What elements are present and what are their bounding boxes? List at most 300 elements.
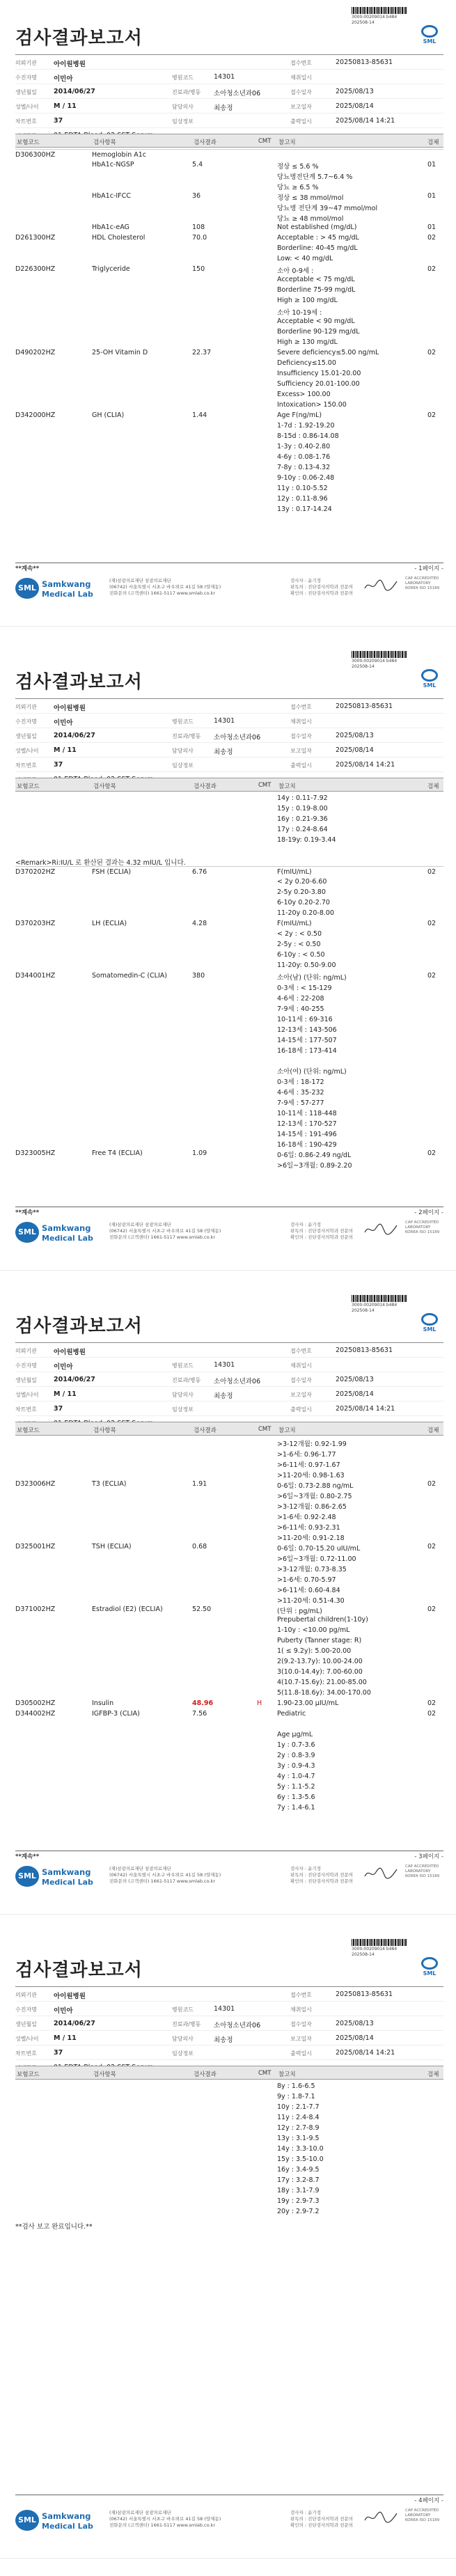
table-row xyxy=(15,1750,443,1761)
table-row xyxy=(15,191,443,201)
address-line: (06742) 서울특별시 서초구 바우뫼로 41길 58 (양재동) xyxy=(109,2516,221,2522)
reference-range: 14y : 0.11-7.92 xyxy=(277,794,328,802)
info-value: 소아청소년과06 xyxy=(214,1378,261,1385)
table-row xyxy=(15,971,443,981)
staff-line: 판독의 : 진단검사의학과 전문의 xyxy=(290,1228,354,1234)
info-label: 출력일시 xyxy=(290,762,312,769)
table-row xyxy=(15,2112,443,2123)
column-header-result: 검사결과 xyxy=(194,783,217,790)
specimen-code: 02 xyxy=(427,972,437,980)
table-row xyxy=(15,253,443,264)
info-row xyxy=(15,1401,443,1416)
samkwang-logo xyxy=(15,1220,99,1246)
caption-line: CAP ACCREDITED LABORATORY xyxy=(405,1864,439,1874)
info-row xyxy=(15,2016,443,2031)
reference-range: 12-13세 : 170-527 xyxy=(277,1120,337,1128)
reference-range: 당뇨병 전단계 39~47 mmol/mol xyxy=(277,205,378,212)
info-label: 수진자명 xyxy=(15,1362,37,1369)
reference-range: 10-11세 : 69-316 xyxy=(277,1016,333,1023)
barcode-text xyxy=(352,15,397,26)
reference-range: 6-10y : < 0.50 xyxy=(277,951,325,959)
info-label: 차트번호 xyxy=(15,2050,37,2057)
info-value: 37 xyxy=(54,1405,63,1413)
staff-line: 판독의 : 진단검사의학과 전문의 xyxy=(290,584,354,590)
table-row xyxy=(15,159,443,170)
reference-range: 20y : 2.9-7.2 xyxy=(277,2208,320,2215)
reference-range: 14y : 3.3-10.0 xyxy=(277,2145,324,2153)
info-value: 2025/08/14 14:21 xyxy=(336,2049,395,2057)
info-value: 2025/08/14 14:21 xyxy=(336,761,395,769)
test-code: D344001HZ xyxy=(15,972,56,980)
info-label: 성별/나이 xyxy=(15,748,39,754)
table-row xyxy=(15,1729,443,1740)
table-row xyxy=(15,866,443,877)
caption-line: CAP ACCREDITED LABORATORY xyxy=(405,2508,439,2518)
continued-label: **계속** xyxy=(15,565,40,572)
info-value: 2025/08/14 14:21 xyxy=(336,117,395,125)
info-label: 수진자명 xyxy=(15,718,37,725)
barcode xyxy=(352,651,407,658)
column-header-name: 검사항목 xyxy=(93,2071,116,2078)
info-value: 37 xyxy=(54,761,63,769)
page-number: - 1페이지 - xyxy=(414,565,443,572)
address-line: 전화문의 (고객센터) 1661-5117 www.smlab.co.kr xyxy=(109,2522,215,2528)
table-row xyxy=(15,1656,443,1667)
table-row xyxy=(15,1106,443,1117)
staff-line: 검사자 : 윤기정 xyxy=(290,1866,321,1871)
reference-range: 13y : 3.1-9.5 xyxy=(277,2135,320,2142)
info-label: 담당의사 xyxy=(172,1392,194,1398)
lab-address xyxy=(109,1222,249,1241)
table-header xyxy=(15,134,443,148)
column-header-code: 보험코드 xyxy=(17,1427,40,1434)
patient-info xyxy=(15,54,443,143)
caption-line: KOREA ISO 15189 xyxy=(405,1230,440,1234)
info-value: 14301 xyxy=(214,73,235,81)
reference-range: High ≥ 100 mg/dL xyxy=(277,297,338,304)
info-value: 2014/06/27 xyxy=(54,1376,95,1383)
table-row xyxy=(15,2133,443,2144)
reference-range: 9y : 1.8-7.1 xyxy=(277,2093,315,2100)
reference-range: High ≥ 130 mg/dL xyxy=(277,338,338,346)
reference-range: 18-19y: 0.19-3.44 xyxy=(277,836,336,844)
table-row xyxy=(15,285,443,295)
reference-range: 4y : 1.0-4.7 xyxy=(277,1773,315,1780)
reference-range: Intoxication> 150.00 xyxy=(277,401,347,409)
lab-address xyxy=(109,2510,249,2529)
table-row xyxy=(15,1792,443,1803)
table-row xyxy=(15,149,443,159)
barcode xyxy=(352,7,407,14)
info-value: 37 xyxy=(54,117,63,125)
logo-ring-icon xyxy=(421,669,438,682)
info-row xyxy=(15,728,443,743)
page-title: 검사결과보고서 xyxy=(15,28,143,49)
specimen-code: 02 xyxy=(427,920,437,927)
reference-range: 6-10y 0.20-2.70 xyxy=(277,899,330,906)
table-row xyxy=(15,1437,443,1447)
test-code: D490202HZ xyxy=(15,349,56,356)
reference-range: Borderline 90-129 mg/dL xyxy=(277,328,360,336)
table-row xyxy=(15,1033,443,1044)
table-row xyxy=(15,180,443,191)
info-label: 보고일자 xyxy=(290,1392,312,1398)
reference-range: 소아(여) (단위: ng/mL) xyxy=(277,1068,347,1076)
info-value: 2025/08/14 xyxy=(336,746,374,754)
info-label: 진료과/병동 xyxy=(172,733,201,739)
reference-range: 소아(남) (단위: ng/mL) xyxy=(277,974,347,982)
table-row xyxy=(15,316,443,327)
info-value: 2025/08/14 xyxy=(336,2034,374,2042)
specimen-code: 01 xyxy=(427,223,437,231)
test-name: TSH (ECLIA) xyxy=(92,1543,132,1550)
reference-range: F(mIU/mL) xyxy=(277,868,312,876)
address-line: 전화문의 (고객센터) 1661-5117 www.smlab.co.kr xyxy=(109,1234,215,1240)
table-row xyxy=(15,1012,443,1023)
info-label: 채취일시 xyxy=(290,718,312,725)
table-row xyxy=(15,1573,443,1583)
info-label: 의뢰기관 xyxy=(15,60,37,66)
barcode xyxy=(352,1295,407,1302)
table-header xyxy=(15,1422,443,1436)
info-value: M / 11 xyxy=(54,1390,77,1398)
table-row xyxy=(15,1489,443,1500)
column-header-unit: 검체 xyxy=(427,783,439,790)
reference-range: Borderline 75-99 mg/dL xyxy=(277,286,356,294)
logo-ball-icon xyxy=(15,1222,39,1243)
reference-range: 16y : 3.4-9.5 xyxy=(277,2166,320,2174)
table-row xyxy=(15,856,443,866)
reference-range: Excess> 100.00 xyxy=(277,391,331,398)
info-value: 2025/08/14 14:21 xyxy=(336,1405,395,1413)
table-row xyxy=(15,1771,443,1782)
results-table xyxy=(15,149,443,515)
barcode-line: 202508-14 xyxy=(352,20,375,25)
reference-range: 0-6일: 0.73-2.88 ng/mL xyxy=(277,1482,354,1490)
sml-logo xyxy=(416,1313,443,1334)
reference-range: 소아 10-19세 : xyxy=(277,309,322,317)
reference-range: Borderline: 40-45 mg/dL xyxy=(277,244,358,252)
info-label: 임상정보 xyxy=(172,118,194,125)
reference-range: Acceptable < 75 mg/dL xyxy=(277,276,355,283)
staff-line: 판독의 : 진단검사의학과 전문의 xyxy=(290,1872,354,1878)
table-row xyxy=(15,2196,443,2206)
test-name: LH (ECLIA) xyxy=(92,920,127,927)
address-line: (06742) 서울특별시 서초구 바우뫼로 41길 58 (양재동) xyxy=(109,1872,221,1878)
info-label: 병원코드 xyxy=(172,718,194,725)
test-result: 22.37 xyxy=(192,349,212,356)
logo-ball-icon xyxy=(15,1866,39,1887)
info-value: 아이원병원 xyxy=(54,1993,86,2000)
info-value: 최송정 xyxy=(214,748,233,756)
info-label: 생년월일 xyxy=(15,2021,37,2027)
reference-range: 8-15d : 0.86-14.08 xyxy=(277,432,339,440)
reference-range: Acceptable : > 45 mg/dL xyxy=(277,234,359,242)
info-row xyxy=(15,2045,443,2060)
reference-range: >1-6세: 0.96-1.77 xyxy=(277,1451,336,1459)
reference-range: Age F(ng/mL) xyxy=(277,411,322,419)
info-value: 이민아 xyxy=(54,75,73,83)
info-row xyxy=(15,70,443,84)
logo-ball-text: SML xyxy=(18,583,36,592)
reference-range: 6y : 1.3-5.6 xyxy=(277,1793,315,1801)
info-row xyxy=(15,1372,443,1387)
page-number: - 4페이지 - xyxy=(414,2497,443,2504)
table-row xyxy=(15,306,443,316)
reference-range: Deficiency≤15.00 xyxy=(277,359,336,367)
table-row xyxy=(15,1604,443,1615)
reference-range: 12y : 0.11-8.96 xyxy=(277,495,328,503)
info-row xyxy=(15,2002,443,2016)
info-label: 차트번호 xyxy=(15,762,37,769)
info-label: 보고일자 xyxy=(290,748,312,754)
table-row xyxy=(15,264,443,274)
test-result: 0.68 xyxy=(192,1543,207,1550)
table-row xyxy=(15,494,443,504)
reference-range: 17y : 0.24-8.64 xyxy=(277,826,328,833)
test-result: 5.4 xyxy=(192,161,203,168)
table-row xyxy=(15,1500,443,1510)
info-row xyxy=(15,84,443,99)
reference-range: >3-12개월: 0.73-8.35 xyxy=(277,1566,347,1573)
reference-range: 4-6y : 0.08-1.76 xyxy=(277,453,331,461)
table-row xyxy=(15,483,443,494)
column-header-ref: 참고치 xyxy=(278,139,296,146)
table-row xyxy=(15,929,443,939)
reference-range: 2-5y 0.20-3.80 xyxy=(277,888,326,896)
info-label: 성별/나이 xyxy=(15,1392,39,1398)
table-row xyxy=(15,233,443,243)
logo-ring-icon xyxy=(421,1957,438,1970)
address-line: (재)삼광의료재단 삼광의료재단 xyxy=(109,1866,171,1871)
reference-range: 0-6일: 0.70-15.20 uIU/mL xyxy=(277,1545,361,1553)
info-label: 수진자명 xyxy=(15,74,37,81)
reference-range: 1y : 0.7-3.6 xyxy=(277,1741,315,1749)
continued-label: **계속** xyxy=(15,1209,40,1216)
info-value: 소아청소년과06 xyxy=(214,734,261,741)
info-label: 병원코드 xyxy=(172,74,194,81)
table-row xyxy=(15,421,443,431)
column-header-unit: 검체 xyxy=(427,139,439,146)
table-row xyxy=(15,1138,443,1148)
info-label: 접수번호 xyxy=(290,1992,312,1998)
test-name: HDL Cholesterol xyxy=(92,234,146,242)
info-row xyxy=(15,55,443,70)
table-row xyxy=(15,1803,443,1813)
table-header xyxy=(15,778,443,792)
reference-range: >3-12개월: 0.92-1.99 xyxy=(277,1440,347,1448)
reference-range: 1( ≤ 9.2y): 5.00-20.00 xyxy=(277,1647,352,1655)
barcode-line: 202508-14 xyxy=(352,664,375,669)
info-label: 보고일자 xyxy=(290,2036,312,2042)
logo-ball-text: SML xyxy=(18,1227,36,1236)
table-row xyxy=(15,845,443,856)
reference-range: >6-11세: 0.97-1.67 xyxy=(277,1461,340,1469)
accreditation-caption xyxy=(405,1864,446,1879)
reference-range: 3y : 0.9-4.3 xyxy=(277,1762,315,1770)
info-row xyxy=(15,99,443,113)
reference-range: Sufficiency 20.01-100.00 xyxy=(277,380,360,388)
info-row xyxy=(15,1387,443,1401)
specimen-code: 02 xyxy=(427,411,437,419)
specimen-code: 02 xyxy=(427,1710,437,1718)
info-value: 2014/06/27 xyxy=(54,732,95,739)
reference-range: 9-10y : 0.06-2.48 xyxy=(277,474,335,482)
info-value: 소아청소년과06 xyxy=(214,90,261,97)
report-page xyxy=(0,1288,456,1915)
column-header-code: 보험코드 xyxy=(17,783,40,790)
lab-staff xyxy=(290,1222,353,1241)
continued-label: **계속** xyxy=(15,1853,40,1860)
column-header-code: 보험코드 xyxy=(17,139,40,146)
table-row xyxy=(15,1002,443,1012)
table-row xyxy=(15,908,443,918)
reference-range: 12-13세 : 143-506 xyxy=(277,1026,337,1034)
table-row xyxy=(15,441,443,452)
table-row xyxy=(15,337,443,347)
reference-range: Pediatric xyxy=(277,1710,306,1718)
table-row xyxy=(15,2102,443,2112)
test-code: D323006HZ xyxy=(15,1480,56,1488)
reference-range: >6일~3개월: 0.89-2.20 xyxy=(277,1162,352,1170)
info-label: 생년월일 xyxy=(15,733,37,739)
reference-range: 16-18세 : 173-414 xyxy=(277,1047,337,1055)
info-label: 담당의사 xyxy=(172,748,194,754)
brand-subname: Medical Lab xyxy=(42,1234,93,1243)
info-label: 채취일시 xyxy=(290,74,312,81)
test-result: 1.44 xyxy=(192,411,207,419)
reference-range: F(mIU/mL) xyxy=(277,920,312,927)
info-label: 접수번호 xyxy=(290,1348,312,1354)
table-row xyxy=(15,1510,443,1521)
table-row xyxy=(15,1667,443,1677)
test-code: D370203HZ xyxy=(15,920,56,927)
table-row xyxy=(15,1625,443,1635)
test-name: HbA1c-NGSP xyxy=(92,161,134,168)
column-header-name: 검사항목 xyxy=(93,1427,116,1434)
info-value: 2025/08/14 xyxy=(336,1390,374,1398)
table-row xyxy=(15,201,443,212)
column-header-flag: CMT xyxy=(258,782,272,789)
reference-range: >11-20세: 0.51-4.30 xyxy=(277,1597,345,1605)
specimen-code: 02 xyxy=(427,1543,437,1550)
reference-range: Acceptable < 90 mg/dL xyxy=(277,317,355,325)
test-name: HbA1c-eAG xyxy=(92,223,129,231)
test-name: Estradiol (E2) (ECLIA) xyxy=(92,1605,163,1613)
logo-ring-icon xyxy=(421,1313,438,1326)
info-label: 생년월일 xyxy=(15,1377,37,1383)
table-row xyxy=(15,991,443,1002)
reference-range: 14-15세 : 177-507 xyxy=(277,1037,337,1044)
info-label: 병원코드 xyxy=(172,1362,194,1369)
reference-range: 0-3세 : 18-172 xyxy=(277,1078,324,1086)
table-row xyxy=(15,389,443,400)
table-row xyxy=(15,2206,443,2217)
table-row xyxy=(15,950,443,960)
reference-range: 7-9세 : 57-277 xyxy=(277,1099,324,1107)
table-row xyxy=(15,2185,443,2196)
logo-text: SML xyxy=(423,38,437,45)
signature-icon xyxy=(363,577,398,592)
info-value: 2025/08/13 xyxy=(336,2020,374,2027)
brand-subname: Medical Lab xyxy=(42,1878,93,1887)
info-label: 접수번호 xyxy=(290,60,312,66)
reference-range: 11y : 2.4-8.4 xyxy=(277,2114,320,2121)
info-row xyxy=(15,757,443,772)
info-value: 소아청소년과06 xyxy=(214,2022,261,2029)
staff-line: 확인의 : 진단검사의학과 전문의 xyxy=(290,1878,354,1884)
test-result: 48.96 xyxy=(192,1699,214,1707)
reference-range: 18y : 3.1-7.9 xyxy=(277,2187,320,2194)
info-label: 성별/나이 xyxy=(15,104,39,110)
info-label: 차트번호 xyxy=(15,118,37,125)
test-name: Free T4 (ECLIA) xyxy=(92,1149,143,1157)
column-header-ref: 참고치 xyxy=(278,1427,296,1434)
staff-line: 확인의 : 진단검사의학과 전문의 xyxy=(290,590,354,596)
test-result: 6.76 xyxy=(192,868,207,876)
table-row xyxy=(15,2091,443,2102)
info-value: 아이원병원 xyxy=(54,1349,86,1356)
info-row xyxy=(15,1358,443,1372)
logo-ball-icon xyxy=(15,2510,39,2531)
reference-range: < 2y 0.20-6.60 xyxy=(277,878,327,886)
address-line: 전화문의 (고객센터) 1661-5117 www.smlab.co.kr xyxy=(109,590,215,596)
info-label: 임상정보 xyxy=(172,1406,194,1413)
info-label: 의뢰기관 xyxy=(15,704,37,710)
address-line: (06742) 서울특별시 서초구 바우뫼로 41길 58 (양재동) xyxy=(109,1228,221,1234)
reference-range: 5(11.8-18.6y): 34.00-170.00 xyxy=(277,1689,371,1697)
reference-range: Low: < 40 mg/dL xyxy=(277,255,333,262)
reference-range: >6-11세: 0.93-2.31 xyxy=(277,1524,340,1532)
table-row xyxy=(15,1148,443,1159)
test-name: Insulin xyxy=(92,1699,114,1707)
barcode-line: 202508-14 xyxy=(352,1308,375,1313)
info-value: 이민아 xyxy=(54,719,73,727)
table-row xyxy=(15,1054,443,1065)
address-line: (재)삼광의료재단 삼광의료재단 xyxy=(109,2510,171,2515)
test-code: D342000HZ xyxy=(15,411,56,419)
reference-range: Severe deficiency≤5.00 ng/mL xyxy=(277,349,379,356)
test-result: 4.28 xyxy=(192,920,207,927)
reference-range: 15y : 3.5-10.0 xyxy=(277,2155,324,2163)
test-result: 7.56 xyxy=(192,1710,207,1718)
reference-range: >3-12개월: 0.86-2.65 xyxy=(277,1503,347,1511)
table-row xyxy=(15,877,443,887)
patient-info xyxy=(15,698,443,787)
reference-range: 당뇨 ≥ 48 mmol/mol xyxy=(277,215,344,223)
reference-range: 1.90-23.00 μIU/mL xyxy=(277,1699,339,1707)
table-row xyxy=(15,462,443,473)
staff-line: 확인의 : 진단검사의학과 전문의 xyxy=(290,2522,354,2528)
table-row xyxy=(15,1127,443,1138)
reference-range: 10-11세 : 118-448 xyxy=(277,1110,337,1117)
info-label: 진료과/병동 xyxy=(172,1377,201,1383)
test-name: T3 (ECLIA) xyxy=(92,1480,127,1488)
table-row xyxy=(15,473,443,483)
caption-line: CAP ACCREDITED LABORATORY xyxy=(405,1220,439,1230)
column-header-result: 검사결과 xyxy=(194,139,217,146)
table-row xyxy=(15,1521,443,1531)
barcode-line: 3000-00209014 b484 xyxy=(352,1947,398,1951)
info-label: 보고일자 xyxy=(290,104,312,110)
column-header-flag: CMT xyxy=(258,2070,272,2077)
reference-range: 11y : 0.10-5.52 xyxy=(277,485,328,492)
accreditation-caption xyxy=(405,1220,446,1235)
table-row xyxy=(15,2144,443,2154)
results-table xyxy=(15,793,443,1169)
test-name: 25-OH Vitamin D xyxy=(92,349,148,356)
info-label: 차트번호 xyxy=(15,1406,37,1413)
